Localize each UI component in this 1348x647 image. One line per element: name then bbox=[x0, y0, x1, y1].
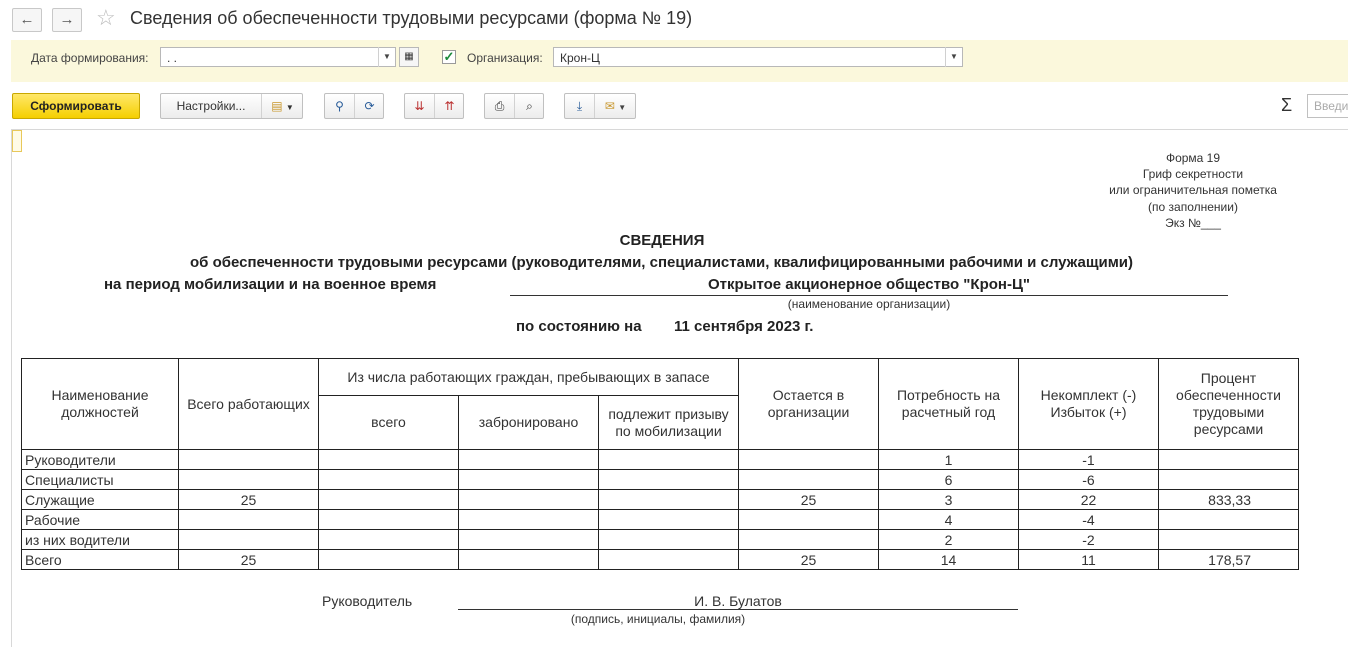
cell-remaining[interactable] bbox=[739, 530, 879, 550]
report-subheading: об обеспеченности трудовыми ресурсами (руководителями, специалистами, квалифицированными рабочими и служащими) bbox=[189, 254, 1134, 271]
cell-total[interactable] bbox=[179, 470, 319, 490]
settings-group bbox=[160, 93, 303, 119]
cell-total[interactable] bbox=[179, 530, 319, 550]
find-next-button[interactable] bbox=[354, 94, 384, 118]
cell-percent[interactable] bbox=[1159, 510, 1299, 530]
row-name[interactable]: Специалисты bbox=[22, 470, 179, 490]
table-row bbox=[22, 550, 1299, 570]
cell-percent[interactable] bbox=[1159, 530, 1299, 550]
cell-need[interactable]: 4 bbox=[879, 510, 1019, 530]
copy-number: Экз №___ bbox=[1165, 215, 1221, 230]
secrecy-stamp: Гриф секретности bbox=[1142, 167, 1244, 182]
calendar-button[interactable] bbox=[399, 47, 419, 67]
save-button[interactable] bbox=[565, 94, 594, 118]
cell-reserved[interactable] bbox=[459, 530, 599, 550]
organization-field[interactable] bbox=[553, 47, 963, 67]
cell-reserve-total[interactable] bbox=[319, 450, 459, 470]
chevron-down-icon: ▼ bbox=[285, 103, 294, 112]
cell-percent[interactable]: 833,33 bbox=[1159, 490, 1299, 510]
table-row bbox=[22, 490, 1299, 510]
form-meta bbox=[1100, 150, 1286, 231]
row-name[interactable]: Служащие bbox=[22, 490, 179, 510]
arrow-right-icon: → bbox=[59, 11, 75, 28]
organization-label: Организация: bbox=[467, 51, 543, 65]
send-email-button[interactable] bbox=[594, 94, 636, 118]
cell-reserve-total[interactable] bbox=[319, 550, 459, 570]
report-left-border bbox=[11, 129, 12, 647]
report-table bbox=[21, 358, 1299, 570]
sum-icon[interactable]: Σ bbox=[1281, 95, 1293, 115]
header-to-mobilize: подлежит призыву по мобилизации bbox=[599, 396, 739, 450]
header-reserve-group: Из числа работающих граждан, пребывающих в запасе bbox=[319, 359, 739, 396]
form-number: Форма 19 bbox=[1165, 151, 1221, 165]
date-prefix: по состоянию на bbox=[516, 318, 642, 335]
header-shortage: Некомплект (-) Избыток (+) bbox=[1019, 359, 1159, 450]
search-next-icon: ⟳ bbox=[364, 99, 375, 113]
print-button[interactable] bbox=[485, 94, 514, 118]
date-field[interactable] bbox=[160, 47, 396, 67]
cell-remaining[interactable] bbox=[739, 450, 879, 470]
organization-value: Крон-Ц bbox=[560, 51, 600, 65]
header-reserve-total: всего bbox=[319, 396, 459, 450]
cell-reserve-total[interactable] bbox=[319, 510, 459, 530]
chevron-down-icon[interactable]: ▼ bbox=[945, 47, 962, 67]
variants-button[interactable] bbox=[261, 94, 303, 118]
row-name[interactable]: Рабочие bbox=[22, 510, 179, 530]
expand-groups-button[interactable] bbox=[405, 94, 434, 118]
cell-reserved[interactable] bbox=[459, 510, 599, 530]
header-percent: Процент обеспеченности трудовыми ресурсами bbox=[1159, 359, 1299, 450]
row-name[interactable]: Всего bbox=[22, 550, 179, 570]
organization-underline bbox=[510, 295, 1228, 296]
restriction-note: или ограничительная пометка bbox=[1109, 183, 1277, 198]
cell-shortage[interactable]: -6 bbox=[1019, 470, 1159, 490]
cell-reserve-total[interactable] bbox=[319, 530, 459, 550]
organization-name: Открытое акционерное общество "Крон-Ц" bbox=[707, 276, 1031, 293]
search-input[interactable]: Введи bbox=[1307, 94, 1348, 118]
cell-shortage[interactable]: -4 bbox=[1019, 510, 1159, 530]
collapse-icon: ⇈ bbox=[444, 99, 455, 113]
header-remaining: Остается в организации bbox=[739, 359, 879, 450]
report-divider bbox=[11, 129, 1348, 130]
cell-reserved[interactable] bbox=[459, 450, 599, 470]
cell-need[interactable]: 2 bbox=[879, 530, 1019, 550]
envelope-icon: ✉ bbox=[604, 99, 615, 113]
cell-mobilize[interactable] bbox=[599, 550, 739, 570]
calendar-icon: ▦ bbox=[404, 51, 414, 62]
header-position: Наименование должностей bbox=[22, 359, 179, 450]
cell-reserve-total[interactable] bbox=[319, 490, 459, 510]
row-name[interactable]: из них водители bbox=[22, 530, 179, 550]
cell-shortage[interactable]: 22 bbox=[1019, 490, 1159, 510]
cell-need[interactable]: 6 bbox=[879, 470, 1019, 490]
find-button[interactable] bbox=[325, 94, 354, 118]
cell-remaining[interactable]: 25 bbox=[739, 490, 879, 510]
cell-total[interactable]: 25 bbox=[179, 550, 319, 570]
cell-total[interactable] bbox=[179, 450, 319, 470]
cell-mobilize[interactable] bbox=[599, 530, 739, 550]
header-reserved: забронировано bbox=[459, 396, 599, 450]
preview-button[interactable] bbox=[514, 94, 544, 118]
cell-total[interactable] bbox=[179, 510, 319, 530]
report-date: 11 сентября 2023 г. bbox=[674, 318, 814, 335]
organization-caption: (наименование организации) bbox=[787, 297, 951, 311]
checkmark-icon: ✓ bbox=[443, 49, 455, 64]
cell-reserved[interactable] bbox=[459, 490, 599, 510]
signature-caption: (подпись, инициалы, фамилия) bbox=[570, 612, 746, 626]
chevron-down-icon[interactable]: ▼ bbox=[378, 47, 395, 67]
cell-shortage[interactable]: -1 bbox=[1019, 450, 1159, 470]
download-icon: ⤓ bbox=[576, 99, 583, 113]
preview-icon: ⌕ bbox=[526, 99, 533, 113]
cell-reserved[interactable] bbox=[459, 470, 599, 490]
cell-percent[interactable] bbox=[1159, 450, 1299, 470]
favorite-star-icon[interactable]: ☆ bbox=[96, 5, 116, 30]
cell-remaining[interactable] bbox=[739, 510, 879, 530]
chevron-down-icon: ▼ bbox=[618, 103, 627, 112]
cell-mobilize[interactable] bbox=[599, 510, 739, 530]
folder-icon: ▤ bbox=[271, 99, 283, 113]
period-heading: на период мобилизации и на военное время bbox=[104, 276, 437, 293]
table-row bbox=[22, 470, 1299, 490]
cell-shortage[interactable]: -2 bbox=[1019, 530, 1159, 550]
arrow-left-icon: ← bbox=[19, 11, 35, 28]
cell-shortage[interactable]: 11 bbox=[1019, 550, 1159, 570]
back-button[interactable] bbox=[12, 8, 42, 32]
expand-icon: ⇊ bbox=[414, 99, 425, 113]
signature-role: Руководитель bbox=[322, 593, 413, 609]
signature-name: И. В. Булатов bbox=[694, 593, 782, 609]
cell-percent[interactable] bbox=[1159, 470, 1299, 490]
cell-mobilize[interactable] bbox=[599, 450, 739, 470]
search-group bbox=[324, 93, 384, 119]
date-label: Дата формирования: bbox=[31, 51, 149, 65]
table-row bbox=[22, 450, 1299, 470]
organization-checkbox[interactable] bbox=[442, 50, 456, 64]
cell-mobilize[interactable] bbox=[599, 470, 739, 490]
cell-need[interactable]: 3 bbox=[879, 490, 1019, 510]
magnifier-icon: ⚲ bbox=[335, 99, 344, 113]
cell-remaining[interactable] bbox=[739, 470, 879, 490]
header-need: Потребность на расчетный год bbox=[879, 359, 1019, 450]
cell-need[interactable]: 1 bbox=[879, 450, 1019, 470]
export-group bbox=[564, 93, 636, 119]
settings-button[interactable]: Настройки... bbox=[176, 99, 246, 113]
window-title: Сведения об обеспеченности трудовыми ресурсами (форма № 19) bbox=[130, 8, 693, 28]
print-group bbox=[484, 93, 544, 119]
header-total-working: Всего работающих bbox=[179, 359, 319, 450]
generate-button[interactable]: Сформировать bbox=[12, 93, 140, 119]
signature-underline bbox=[458, 609, 1018, 610]
table-row bbox=[22, 510, 1299, 530]
cell-total[interactable]: 25 bbox=[179, 490, 319, 510]
cell-reserved[interactable] bbox=[459, 550, 599, 570]
printer-icon: ⎙ bbox=[494, 99, 505, 113]
cell-remaining[interactable]: 25 bbox=[739, 550, 879, 570]
cell-need[interactable]: 14 bbox=[879, 550, 1019, 570]
report-heading: СВЕДЕНИЯ bbox=[619, 232, 705, 249]
collapse-groups-button[interactable] bbox=[434, 94, 464, 118]
cell-percent[interactable]: 178,57 bbox=[1159, 550, 1299, 570]
row-name[interactable]: Руководители bbox=[22, 450, 179, 470]
cell-reserve-total[interactable] bbox=[319, 470, 459, 490]
cell-mobilize[interactable] bbox=[599, 490, 739, 510]
forward-button[interactable] bbox=[52, 8, 82, 32]
date-value: . . bbox=[167, 51, 178, 65]
groups-group bbox=[404, 93, 464, 119]
table-row bbox=[22, 530, 1299, 550]
fill-note: (по заполнении) bbox=[1148, 199, 1238, 214]
active-cell[interactable] bbox=[12, 130, 22, 152]
